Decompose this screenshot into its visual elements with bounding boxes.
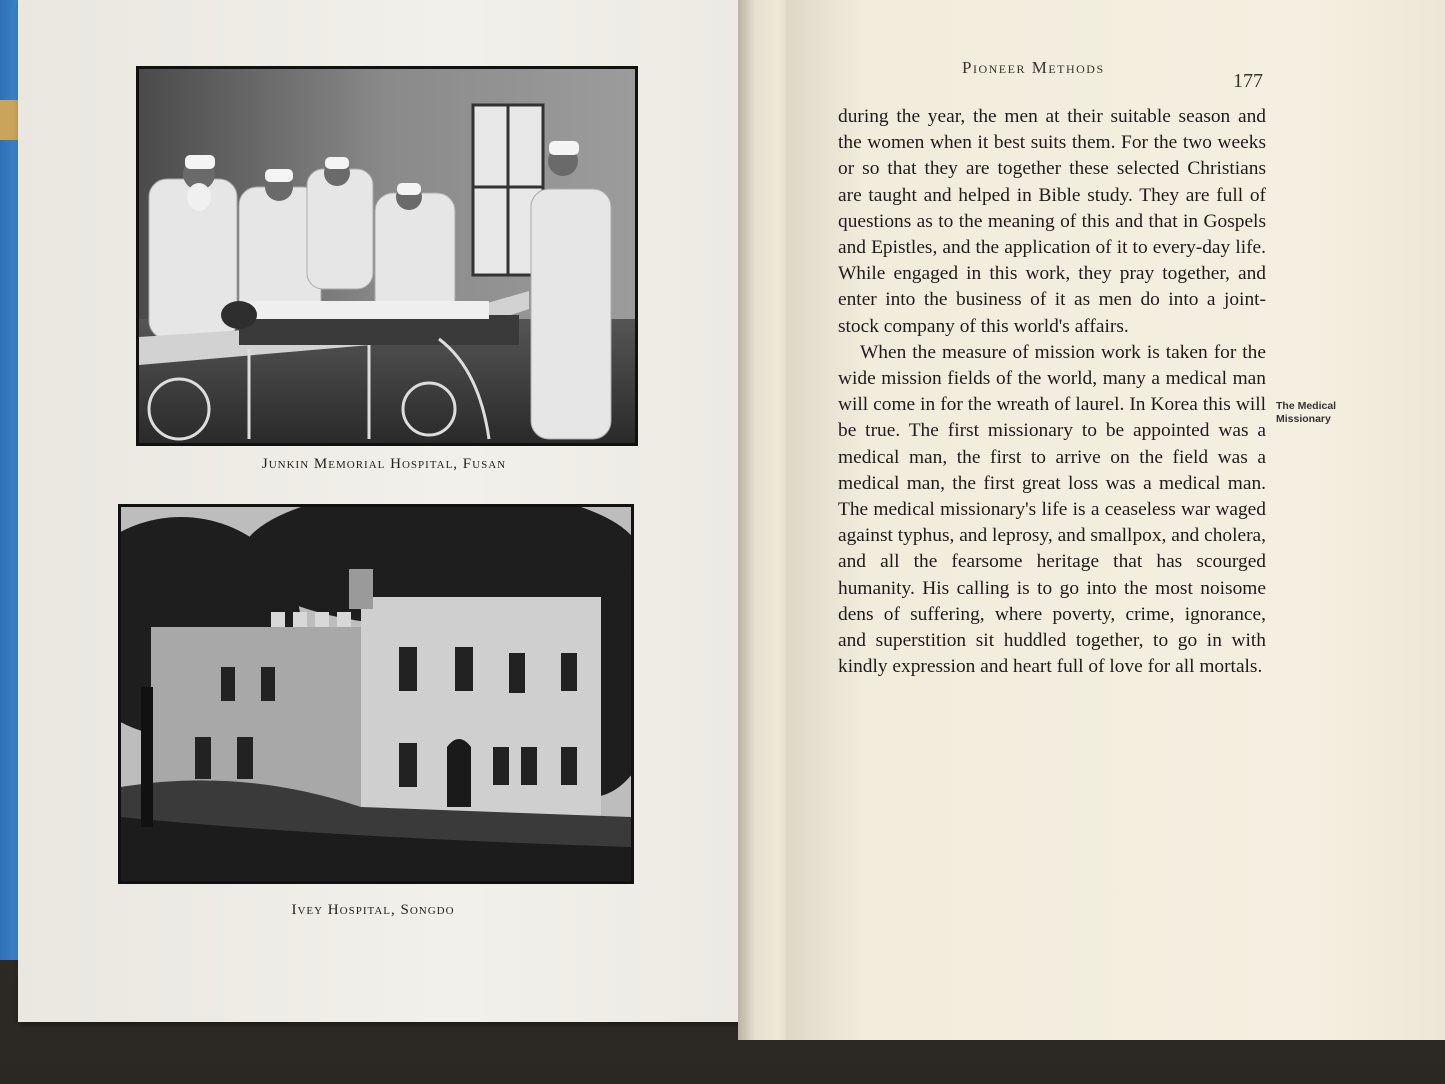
photo-hospital-building (118, 504, 634, 884)
paragraph-1: during the year, the men at their suitable season and the women when it best suits them. For the two weeks or so that they are together these selected Christians are taught and helped in Bible study. They are full of questions as to the meaning of this and that in Gospels and Epistles, and the application of it to every-day life. While engaged in this work, they pray together, and enter into the business of it as men do into a joint-stock company of this world's affairs. (838, 106, 1266, 337)
photo-caption-1: Junkin Memorial Hospital, Fusan (261, 456, 507, 472)
running-head: Pioneer Methods (962, 58, 1105, 77)
body-text (838, 104, 1266, 680)
hospital-building-illustration (121, 507, 631, 881)
paragraph-2: When the measure of mission work is taken for the wide mission fields of the world, many a medical man will come in for the wreath of laurel. In Korea this will be true. The first missionary to be appointed was a medical man, the first to arrive on the field was a medical man, the first great loss was a medical man. The medical missionary's life is a ceaseless war waged against typhus, and leprosy, and smallpox, and cholera, and all the fearsome heritage that has scourged humanity. His calling is to go into the most noisome dens of suffering, where poverty, crime, ignorance, and superstition sit huddled together, to go in with kindly expression and heart full of love for all mortals. (838, 341, 1266, 678)
photo-caption-2: Ivey Hospital, Songdo (291, 902, 455, 918)
photo-operating-room (136, 66, 638, 446)
margin-note: The Medical Missionary (1276, 400, 1337, 425)
operating-room-illustration (139, 69, 635, 443)
page-number: 177 (1233, 70, 1263, 92)
